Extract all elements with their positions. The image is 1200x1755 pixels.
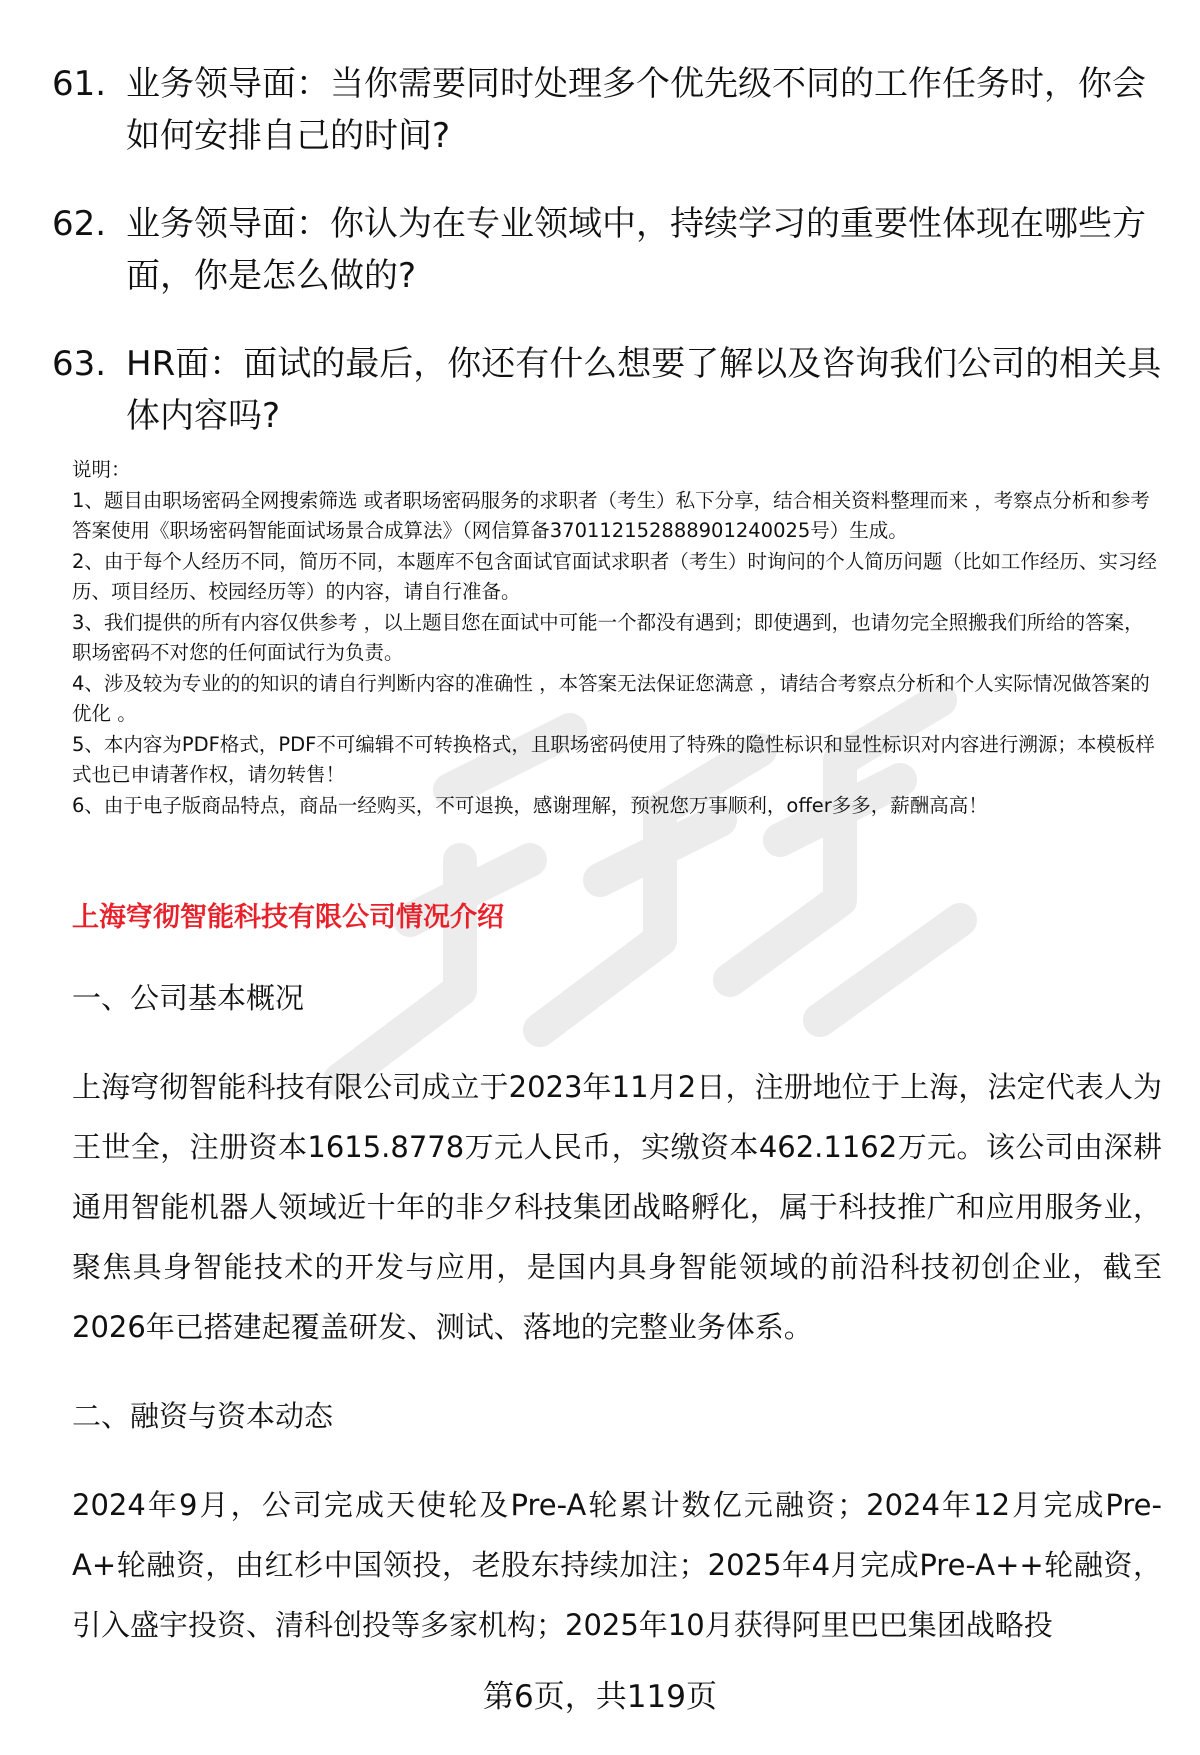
question-text: 业务领导面：你认为在专业领域中，持续学习的重要性体现在哪些方面，你是怎么做的? xyxy=(126,204,1146,296)
question-number: 63. xyxy=(52,344,107,384)
section-heading-overview: 一、公司基本概况 xyxy=(72,981,305,1015)
section-body-overview: 上海穹彻智能科技有限公司成立于2023年11月2日，注册地位于上海，法定代表人为王世全，注册资本1615.8778万元人民币，实缴资本462.1162万元。该公司由深耕通用智能机器人领域近十年的非夕科技集团战略孵化，属于科技推广和应用服务业，聚焦具身智能技术的开发与应用，是国内具身智能领域的前沿科技初创企业，截至2026年已搭建起覆盖研发、测试、落地的完整业务体系。 xyxy=(72,1070,1162,1344)
question-item xyxy=(52,58,1162,162)
note-item: 3、我们提供的所有内容仅供参考 ，以上题目您在面试中可能一个都没有遇到；即使遇到，也请勿完全照搬我们所给的答案，职场密码不对您的任何面试行为负责。 xyxy=(72,610,1144,664)
question-number: 62. xyxy=(52,204,107,244)
question-item xyxy=(52,338,1162,442)
section-body-financing: 2024年9月，公司完成天使轮及Pre-A轮累计数亿元融资；2024年12月完成Pre-A+轮融资，由红杉中国领投，老股东持续加注；2025年4月完成Pre-A++轮融资，引入盛宇投资、清科创投等多家机构；2025年10月获得阿里巴巴集团战略投 xyxy=(72,1488,1162,1642)
note-item: 4、涉及较为专业的的知识的请自行判断内容的准确性 ，本答案无法保证您满意 ，请结合考察点分析和个人实际情况做答案的优化 。 xyxy=(72,671,1150,725)
question-item xyxy=(52,198,1162,302)
notes-section xyxy=(72,455,1162,821)
question-text: 业务领导面：当你需要同时处理多个优先级不同的工作任务时，你会如何安排自己的时间? xyxy=(126,64,1146,156)
note-item: 2、由于每个人经历不同，简历不同，本题库不包含面试官面试求职者（考生）时询问的个人简历问题（比如工作经历、实习经历、项目经历、校园经历等）的内容，请自行准备。 xyxy=(72,549,1157,603)
page-number: 第6页，共119页 xyxy=(483,1679,717,1715)
question-list xyxy=(52,58,1162,478)
note-item: 5、本内容为PDF格式，PDF不可编辑不可转换格式，且职场密码使用了特殊的隐性标识和显性标识对内容进行溯源；本模板样式也已申请著作权，请勿转售！ xyxy=(72,732,1155,786)
note-item: 1、题目由职场密码全网搜索筛选 或者职场密码服务的求职者（考生）私下分享，结合相关资料整理而来 ，考察点分析和参考答案使用《职场密码智能面试场景合成算法》（网信算备370112152888901240025号）生成。 xyxy=(72,488,1150,542)
company-title: 上海穹彻智能科技有限公司情况介绍 xyxy=(72,902,504,933)
question-number: 61. xyxy=(52,64,107,104)
notes-title: 说明： xyxy=(72,458,131,481)
note-item: 6、由于电子版商品特点，商品一经购买，不可退换，感谢理解，预祝您万事顺利，offer多多，薪酬高高！ xyxy=(72,793,988,817)
section-heading-financing: 二、融资与资本动态 xyxy=(72,1399,334,1433)
question-text: HR面：面试的最后，你还有什么想要了解以及咨询我们公司的相关具体内容吗? xyxy=(126,344,1162,436)
